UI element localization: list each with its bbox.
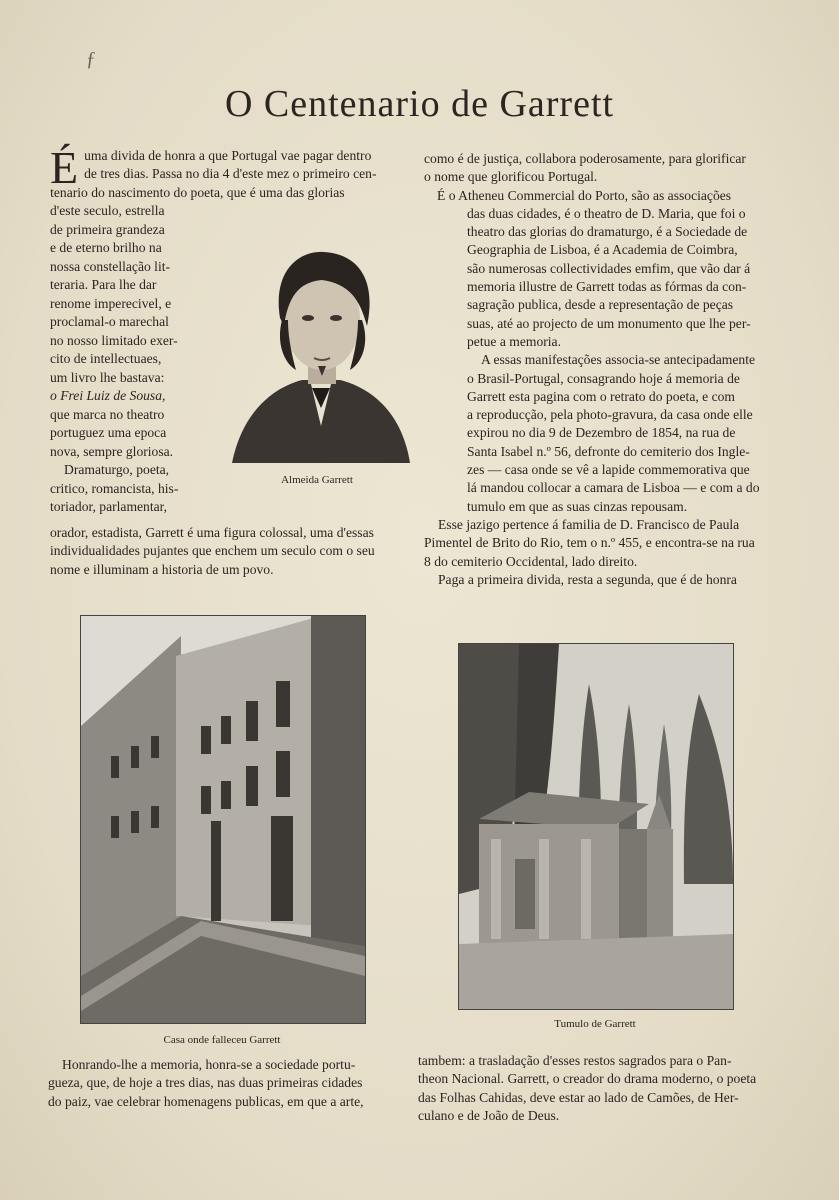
text-line: memoria illustre de Garrett todas as fórmas da con- (467, 279, 747, 295)
text-line: nome e illuminam a historia de um povo. (50, 561, 274, 577)
text-line: Pimentel de Brito do Rio, tem o n.º 455, e encontra-se na rua (424, 535, 755, 551)
text-line: suas, até ao projecto de um monumento que lhe per- (467, 315, 751, 331)
tomb-caption: Tumulo de Garrett (554, 1018, 636, 1030)
text-line: Geographia de Lisboa, é a Academia de Coimbra, (467, 242, 738, 258)
page-mark: ƒ (86, 48, 96, 70)
house-caption: Casa onde falleceu Garrett (163, 1034, 281, 1046)
page-title: O Centenario de Garrett (224, 83, 615, 125)
text-line: d'este seculo, estrella (50, 203, 165, 218)
text-line: a reproducção, pela photo-gravura, da casa onde elle (467, 407, 753, 423)
text-line: um livro lhe bastava: (50, 369, 165, 385)
text-line: gueza, que, de hoje a tres dias, nas duas primeiras cidades (48, 1075, 363, 1091)
text-line: tumulo em que as suas cinzas repousam. (467, 498, 688, 514)
text-line: nova, sempre gloriosa. (50, 443, 174, 459)
text-line: sagração publica, desde a representação de peças (467, 297, 734, 313)
text-line: theatro das glorias do dramaturgo, é a Sociedade de (467, 224, 748, 240)
text-line: critico, romancista, his- (50, 480, 179, 496)
text-line: Garrett esta pagina com o retrato do poeta, e com (467, 388, 735, 404)
text-line: toriador, parlamentar, (50, 499, 168, 514)
text-line: portuguez uma epoca (50, 425, 167, 440)
dropcap: É (50, 142, 79, 193)
text-line: theon Nacional. Garrett, o creador do drama moderno, o poeta (418, 1071, 757, 1087)
text-line: 8 do cemiterio Occidental, lado direito. (424, 553, 638, 569)
text-line: culano e de João de Deus. (418, 1107, 560, 1123)
text-line: como é de justiça, collabora poderosamente, para glorificar (424, 151, 746, 166)
text-line: tenario do nascimento do poeta, que é uma das glorias (50, 184, 345, 200)
text-line: o Frei Luiz de Sousa, (50, 388, 166, 403)
text-line: expirou no dia 9 de Dezembro de 1854, na rua de (467, 425, 736, 441)
text-line: cito de intellectuaes, (50, 351, 162, 366)
intro-text-wide (50, 524, 402, 579)
text-line: o Brasil-Portugal, consagrando hoje á memoria de (467, 370, 740, 386)
text-line: Honrando-lhe a memoria, honra-se a sociedade portu- (62, 1057, 356, 1072)
text-line: o nome que glorificou Portugal. (424, 169, 598, 185)
text-line: Dramaturgo, poeta, (64, 462, 170, 477)
text-line: uma divida de honra a que Portugal vae pagar dentro (84, 148, 372, 163)
intro-text-full (50, 142, 402, 202)
text-line: no nosso limitado exer- (50, 332, 178, 348)
tomb-photo (458, 643, 734, 1010)
text-line: lá mandou collocar a camara de Lisboa — e com a do (467, 480, 760, 496)
bottom-left-text (48, 1056, 400, 1111)
text-line: petue a memoria. (467, 333, 561, 349)
portrait-caption: Almeida Garrett (281, 474, 353, 486)
text-line: nossa constellação lit- (50, 258, 171, 274)
text-line: orador, estadista, Garrett é uma figura colossal, uma d'essas (50, 525, 374, 540)
text-line: proclamal-o marechal (50, 314, 169, 329)
text-line: individualidades pujantes que enchem um seculo com o seu (50, 543, 375, 559)
text-line: que marca no theatro (50, 406, 165, 422)
house-photo (80, 615, 366, 1024)
text-line: de tres dias. Passa no dia 4 d'este mez o primeiro cen- (84, 166, 377, 182)
intro-text-narrow (50, 202, 182, 517)
text-line: de primeira grandeza (50, 221, 165, 237)
text-line: teraria. Para lhe dar (50, 277, 157, 292)
text-line: Esse jazigo pertence á familia de D. Francisco de Paula (438, 516, 740, 532)
text-line: Paga a primeira divida, resta a segunda, que é de honra (438, 571, 737, 587)
right-column-text (424, 150, 776, 589)
text-line: do paiz, vae celebrar homenagens publicas, em que a arte, (48, 1093, 364, 1109)
text-line: tambem: a trasladação d'esses restos sagrados para o Pan- (418, 1053, 732, 1068)
bottom-right-text (418, 1052, 774, 1125)
text-line: das duas cidades, é o theatro de D. Maria, que foi o (467, 205, 746, 221)
text-line: renome imperecivel, e (50, 295, 172, 311)
text-line: É o Atheneu Commercial do Porto, são as associações (437, 187, 732, 203)
text-line: são numerosas collectividades emfim, que vão dar á (467, 260, 751, 276)
text-line: zes — casa onde se vê a lapide commemorativa que (467, 462, 750, 478)
text-line: das Folhas Cahidas, deve estar ao lado de Camões, de Her- (418, 1089, 739, 1105)
portrait-image (232, 248, 410, 466)
text-line: Santa Isabel n.º 56, defronte do cemiterio dos Ingle- (467, 443, 750, 459)
text-line: e de eterno brilho na (50, 240, 162, 255)
text-line: A essas manifestações associa-se antecipadamente (481, 352, 756, 368)
paragraph (437, 187, 776, 516)
